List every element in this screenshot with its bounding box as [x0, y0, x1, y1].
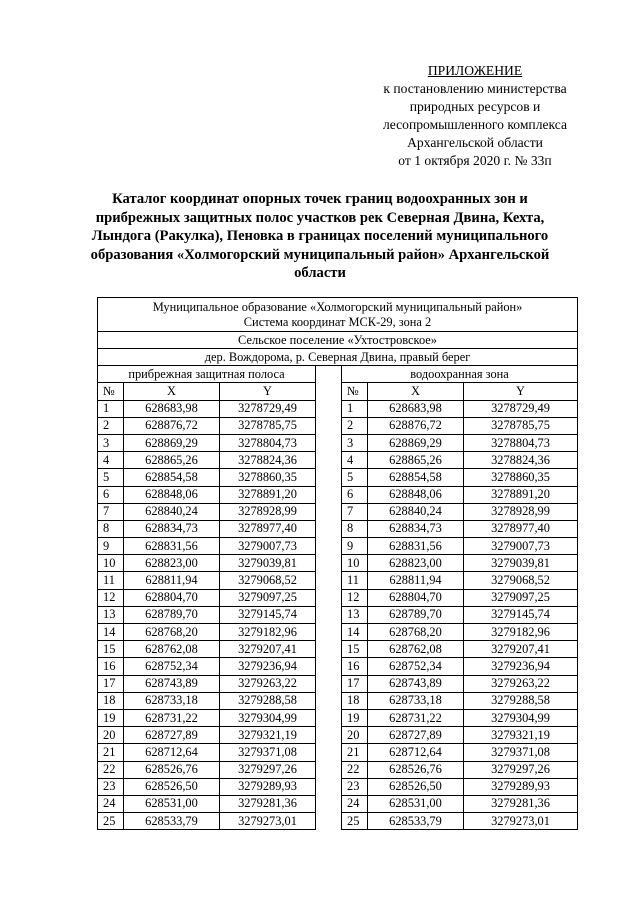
point-num-right: 8	[342, 520, 368, 537]
x-left: 628789,70	[124, 606, 220, 623]
x-right: 628727,89	[368, 727, 464, 744]
point-num-left: 13	[98, 606, 124, 623]
gap-cell	[316, 503, 342, 520]
x-left: 628531,00	[124, 795, 220, 812]
y-right: 3278891,20	[464, 486, 578, 503]
x-left: 628768,20	[124, 624, 220, 641]
y-right: 3279182,96	[464, 624, 578, 641]
municipality-cell	[98, 298, 578, 332]
gap-cell	[316, 624, 342, 641]
point-num-right: 9	[342, 538, 368, 555]
appendix-line: лесопромышленного комплекса	[382, 117, 568, 132]
x-left: 628823,00	[124, 555, 220, 572]
x-right: 628533,79	[368, 813, 464, 830]
y-left: 3279145,74	[220, 606, 316, 623]
table-row	[98, 641, 578, 658]
gap-cell	[316, 520, 342, 537]
point-num-right: 11	[342, 572, 368, 589]
x-left: 628831,56	[124, 538, 220, 555]
appendix-line: природных ресурсов и	[409, 99, 541, 114]
y-left: 3279273,01	[220, 813, 316, 830]
y-right: 3279039,81	[464, 555, 578, 572]
point-num-left: 8	[98, 520, 124, 537]
table-row	[98, 520, 578, 537]
point-num-left: 20	[98, 727, 124, 744]
table-row	[98, 503, 578, 520]
y-left: 3278785,75	[220, 417, 316, 434]
point-num-left: 19	[98, 709, 124, 726]
y-right: 3279273,01	[464, 813, 578, 830]
col-num-left: №	[98, 383, 124, 400]
y-left: 3279281,36	[220, 795, 316, 812]
col-x-left: X	[124, 383, 220, 400]
col-y-right: Y	[464, 383, 578, 400]
table-row	[98, 624, 578, 641]
y-right: 3278804,73	[464, 434, 578, 451]
point-num-right: 6	[342, 486, 368, 503]
x-right: 628840,24	[368, 503, 464, 520]
x-right: 628848,06	[368, 486, 464, 503]
point-num-left: 9	[98, 538, 124, 555]
x-right: 628768,20	[368, 624, 464, 641]
x-left: 628848,06	[124, 486, 220, 503]
x-left: 628762,08	[124, 641, 220, 658]
x-right: 628823,00	[368, 555, 464, 572]
x-left: 628865,26	[124, 452, 220, 469]
y-left: 3278928,99	[220, 503, 316, 520]
y-right: 3279281,36	[464, 795, 578, 812]
table-row	[98, 417, 578, 434]
gap-cell	[316, 795, 342, 812]
gap-cell	[316, 383, 342, 400]
y-right: 3278785,75	[464, 417, 578, 434]
point-num-right: 7	[342, 503, 368, 520]
point-num-left: 23	[98, 778, 124, 795]
y-left: 3279039,81	[220, 555, 316, 572]
point-num-left: 25	[98, 813, 124, 830]
y-right: 3279289,93	[464, 778, 578, 795]
y-right: 3279263,22	[464, 675, 578, 692]
gap-cell	[316, 813, 342, 830]
point-num-right: 13	[342, 606, 368, 623]
point-num-right: 5	[342, 469, 368, 486]
coord-system-text: Система координат МСК-29, зона 2	[243, 314, 432, 329]
table-row	[98, 813, 578, 830]
point-num-left: 12	[98, 589, 124, 606]
point-num-right: 2	[342, 417, 368, 434]
table-row	[98, 469, 578, 486]
x-right: 628743,89	[368, 675, 464, 692]
table-row	[98, 434, 578, 451]
appendix-line: Архангельской области	[407, 135, 543, 150]
gap-cell	[316, 366, 342, 383]
col-num-right: №	[342, 383, 368, 400]
x-right: 628733,18	[368, 692, 464, 709]
point-num-right: 10	[342, 555, 368, 572]
gap-cell	[316, 417, 342, 434]
gap-cell	[316, 658, 342, 675]
x-left: 628869,29	[124, 434, 220, 451]
x-right: 628876,72	[368, 417, 464, 434]
y-left: 3279321,19	[220, 727, 316, 744]
table-row	[98, 727, 578, 744]
point-num-left: 18	[98, 692, 124, 709]
point-num-right: 19	[342, 709, 368, 726]
table-row	[98, 486, 578, 503]
point-num-right: 12	[342, 589, 368, 606]
x-right: 628731,22	[368, 709, 464, 726]
gap-cell	[316, 692, 342, 709]
point-num-right: 1	[342, 400, 368, 417]
x-right: 628834,73	[368, 520, 464, 537]
y-left: 3278729,49	[220, 400, 316, 417]
y-left: 3279288,58	[220, 692, 316, 709]
table-row	[98, 452, 578, 469]
point-num-right: 23	[342, 778, 368, 795]
gap-cell	[316, 400, 342, 417]
gap-cell	[316, 641, 342, 658]
right-section-label: водоохранная зона	[342, 366, 578, 383]
gap-cell	[316, 572, 342, 589]
x-left: 628752,34	[124, 658, 220, 675]
point-num-right: 25	[342, 813, 368, 830]
table-row	[98, 744, 578, 761]
gap-cell	[316, 709, 342, 726]
y-left: 3278860,35	[220, 469, 316, 486]
catalog-title: Каталог координат опорных точек границ водоохранных зон и прибрежных защитных полос участков рек Северная Двина, Кехта, Лындога (Ракулка), Пеновка в границах поселений муниципального образования «Холмогорский муниципальный район» Архангельской области	[90, 191, 550, 281]
y-right: 3279304,99	[464, 709, 578, 726]
municipality-text: Муниципальное образование «Холмогорский муниципальный район»	[152, 299, 523, 314]
appendix-title: ПРИЛОЖЕНИЕ	[427, 63, 523, 78]
table-column-header	[98, 383, 578, 400]
x-right: 628789,70	[368, 606, 464, 623]
appendix-header	[355, 62, 595, 170]
y-right: 3278928,99	[464, 503, 578, 520]
table-header-settlement	[98, 332, 578, 349]
table-row	[98, 538, 578, 555]
y-right: 3279207,41	[464, 641, 578, 658]
y-right: 3279321,19	[464, 727, 578, 744]
point-num-left: 2	[98, 417, 124, 434]
left-section-label: прибрежная защитная полоса	[98, 366, 316, 383]
x-right: 628712,64	[368, 744, 464, 761]
point-num-left: 17	[98, 675, 124, 692]
x-left: 628731,22	[124, 709, 220, 726]
gap-cell	[316, 434, 342, 451]
table-header-location	[98, 349, 578, 366]
point-num-left: 14	[98, 624, 124, 641]
x-left: 628743,89	[124, 675, 220, 692]
y-left: 3278824,36	[220, 452, 316, 469]
point-num-left: 11	[98, 572, 124, 589]
x-left: 628727,89	[124, 727, 220, 744]
x-left: 628840,24	[124, 503, 220, 520]
gap-cell	[316, 744, 342, 761]
table-row	[98, 778, 578, 795]
point-num-right: 17	[342, 675, 368, 692]
point-num-right: 14	[342, 624, 368, 641]
x-right: 628831,56	[368, 538, 464, 555]
x-right: 628804,70	[368, 589, 464, 606]
point-num-left: 6	[98, 486, 124, 503]
y-left: 3279371,08	[220, 744, 316, 761]
table-row	[98, 606, 578, 623]
x-right: 628762,08	[368, 641, 464, 658]
x-right: 628869,29	[368, 434, 464, 451]
gap-cell	[316, 727, 342, 744]
point-num-right: 3	[342, 434, 368, 451]
y-right: 3279297,26	[464, 761, 578, 778]
x-right: 628811,94	[368, 572, 464, 589]
table-row	[98, 761, 578, 778]
x-left: 628712,64	[124, 744, 220, 761]
x-right: 628865,26	[368, 452, 464, 469]
point-num-left: 1	[98, 400, 124, 417]
gap-cell	[316, 555, 342, 572]
x-left: 628526,76	[124, 761, 220, 778]
appendix-line: от 1 октября 2020 г. № 33п	[398, 153, 552, 168]
col-y-left: Y	[220, 383, 316, 400]
y-left: 3279097,25	[220, 589, 316, 606]
x-left: 628834,73	[124, 520, 220, 537]
gap-cell	[316, 538, 342, 555]
y-right: 3279236,94	[464, 658, 578, 675]
y-right: 3279007,73	[464, 538, 578, 555]
appendix-line: к постановлению министерства	[383, 81, 567, 96]
table-row	[98, 400, 578, 417]
x-left: 628804,70	[124, 589, 220, 606]
table-row	[98, 572, 578, 589]
y-left: 3279068,52	[220, 572, 316, 589]
point-num-right: 16	[342, 658, 368, 675]
table-row	[98, 675, 578, 692]
y-right: 3279288,58	[464, 692, 578, 709]
y-right: 3279068,52	[464, 572, 578, 589]
y-right: 3279097,25	[464, 589, 578, 606]
x-left: 628683,98	[124, 400, 220, 417]
table-row	[98, 555, 578, 572]
point-num-right: 4	[342, 452, 368, 469]
x-right: 628683,98	[368, 400, 464, 417]
y-left: 3278891,20	[220, 486, 316, 503]
table-row	[98, 692, 578, 709]
point-num-left: 21	[98, 744, 124, 761]
table-section-row	[98, 366, 578, 383]
point-num-right: 24	[342, 795, 368, 812]
x-left: 628876,72	[124, 417, 220, 434]
point-num-right: 21	[342, 744, 368, 761]
point-num-left: 7	[98, 503, 124, 520]
y-left: 3279289,93	[220, 778, 316, 795]
y-right: 3279145,74	[464, 606, 578, 623]
point-num-right: 20	[342, 727, 368, 744]
y-right: 3278977,40	[464, 520, 578, 537]
table-row	[98, 658, 578, 675]
point-num-left: 4	[98, 452, 124, 469]
y-left: 3279304,99	[220, 709, 316, 726]
gap-cell	[316, 589, 342, 606]
y-left: 3279263,22	[220, 675, 316, 692]
point-num-left: 16	[98, 658, 124, 675]
gap-cell	[316, 675, 342, 692]
x-left: 628533,79	[124, 813, 220, 830]
table-row	[98, 589, 578, 606]
y-right: 3278860,35	[464, 469, 578, 486]
gap-cell	[316, 452, 342, 469]
gap-cell	[316, 606, 342, 623]
y-left: 3279236,94	[220, 658, 316, 675]
point-num-right: 18	[342, 692, 368, 709]
point-num-left: 3	[98, 434, 124, 451]
gap-cell	[316, 486, 342, 503]
y-left: 3279297,26	[220, 761, 316, 778]
x-right: 628531,00	[368, 795, 464, 812]
gap-cell	[316, 761, 342, 778]
y-right: 3278729,49	[464, 400, 578, 417]
x-left: 628854,58	[124, 469, 220, 486]
x-right: 628854,58	[368, 469, 464, 486]
point-num-right: 15	[342, 641, 368, 658]
table-header-municipality	[98, 298, 578, 332]
x-left: 628526,50	[124, 778, 220, 795]
point-num-left: 5	[98, 469, 124, 486]
y-left: 3278977,40	[220, 520, 316, 537]
x-right: 628526,76	[368, 761, 464, 778]
x-left: 628733,18	[124, 692, 220, 709]
y-left: 3278804,73	[220, 434, 316, 451]
coordinates-table	[97, 297, 578, 830]
table-row	[98, 709, 578, 726]
x-right: 628526,50	[368, 778, 464, 795]
settlement-cell: Сельское поселение «Ухтостровское»	[98, 332, 578, 349]
gap-cell	[316, 469, 342, 486]
col-x-right: X	[368, 383, 464, 400]
point-num-right: 22	[342, 761, 368, 778]
y-right: 3279371,08	[464, 744, 578, 761]
location-cell: дер. Вождорома, р. Северная Двина, правый берег	[98, 349, 578, 366]
x-left: 628811,94	[124, 572, 220, 589]
x-right: 628752,34	[368, 658, 464, 675]
table-row	[98, 795, 578, 812]
point-num-left: 10	[98, 555, 124, 572]
y-right: 3278824,36	[464, 452, 578, 469]
y-left: 3279207,41	[220, 641, 316, 658]
y-left: 3279182,96	[220, 624, 316, 641]
point-num-left: 24	[98, 795, 124, 812]
point-num-left: 15	[98, 641, 124, 658]
point-num-left: 22	[98, 761, 124, 778]
gap-cell	[316, 778, 342, 795]
y-left: 3279007,73	[220, 538, 316, 555]
